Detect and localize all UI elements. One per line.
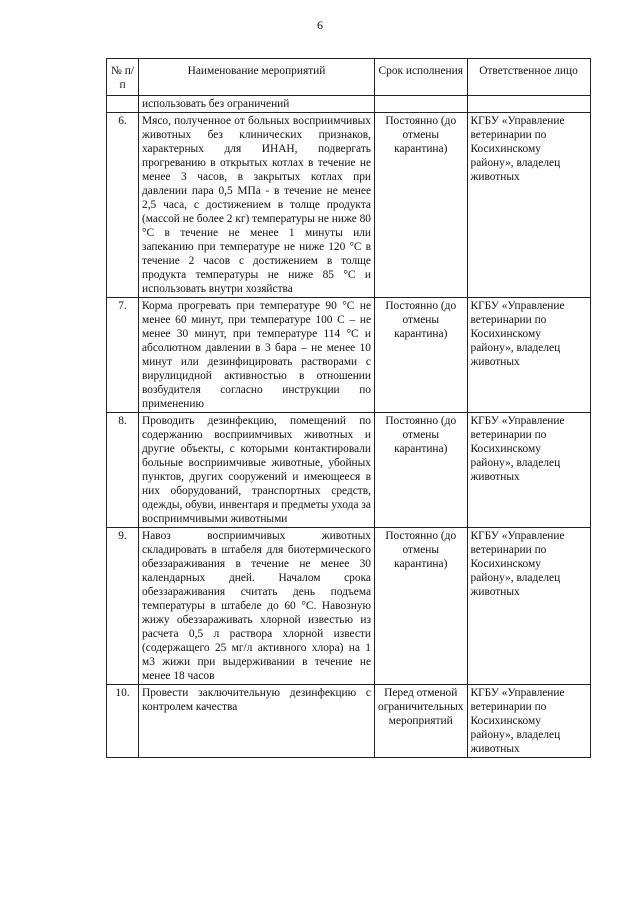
cell-responsible: КГБУ «Управление ветеринарии по Косихинскому району», владелец животных xyxy=(467,298,590,413)
table-row xyxy=(107,298,591,413)
cell-name: Мясо, полученное от больных восприимчивых животных без клинических признаков, характерных для ИНАН, подвергать прогреванию в открытых котлах в течение не менее 3 часов, в закрытых котлах при давлении пара 0,5 МПа - в течение не менее 2,5 часа, с достижением в толще продукта (массой не более 2 кг) температуры не ниже 80 °С в течение не менее 1 минуты или запеканию при температуре не ниже 120 °С в течение 2 часов с достижением в толще продукта температуры не ниже 85 °С и использовать внутри хозяйства xyxy=(139,113,375,298)
cell-term: Постоянно (до отмены карантина) xyxy=(375,413,468,528)
cell-num xyxy=(107,96,139,113)
cell-name: Проводить дезинфекцию, помещений по содержанию восприимчивых животных и другие объекты, с которыми контактировали больные восприимчивые животные, убойных пунктов, других сооружений и имеющееся в них оборудований, транспортных средств, одежды, обуви, инвентаря и предметы ухода за восприимчивыми животными xyxy=(139,413,375,528)
cell-num: 6. xyxy=(107,113,139,298)
cell-responsible: КГБУ «Управление ветеринарии по Косихинскому району», владелец животных xyxy=(467,413,590,528)
cell-num: 8. xyxy=(107,413,139,528)
table-row xyxy=(107,113,591,298)
cell-responsible: КГБУ «Управление ветеринарии по Косихинскому району», владелец животных xyxy=(467,685,590,758)
cell-num: 9. xyxy=(107,528,139,685)
header-responsible: Ответственное лицо xyxy=(467,59,590,96)
table-row xyxy=(107,685,591,758)
cell-term: Постоянно (до отмены карантина) xyxy=(375,528,468,685)
continuation-row xyxy=(107,96,591,113)
cell-name: Провести заключительную дезинфекцию с контролем качества xyxy=(139,685,375,758)
cell-responsible: КГБУ «Управление ветеринарии по Косихинскому району», владелец животных xyxy=(467,113,590,298)
cell-term: Постоянно (до отмены карантина) xyxy=(375,298,468,413)
cell-num: 10. xyxy=(107,685,139,758)
header-name: Наименование мероприятий xyxy=(139,59,375,96)
cell-term: Перед отменой ограничительных мероприятий xyxy=(375,685,468,758)
cell-term xyxy=(375,96,468,113)
header-term: Срок исполнения xyxy=(375,59,468,96)
cell-term: Постоянно (до отмены карантина) xyxy=(375,113,468,298)
table-header-row xyxy=(107,59,591,96)
cell-responsible: КГБУ «Управление ветеринарии по Косихинскому району», владелец животных xyxy=(467,528,590,685)
continuation-text: использовать без ограничений xyxy=(139,96,375,113)
cell-responsible xyxy=(467,96,590,113)
table-row xyxy=(107,413,591,528)
cell-num: 7. xyxy=(107,298,139,413)
measures-table xyxy=(106,58,591,758)
page-number: 6 xyxy=(317,18,323,32)
cell-name: Навоз восприимчивых животных складировать в штабеля для биотермического обеззараживания в течение не менее 30 календарных дней. Началом срока обеззараживания считать день подъема температуры в штабеле до 60 °С. Навозную жижу обеззараживать хлорной известью из расчета 0,5 л раствора хлорной извести (содержащего 25 мг/л активного хлора) на 1 м3 жижи при выдерживании в течение не менее 18 часов xyxy=(139,528,375,685)
cell-name: Корма прогревать при температуре 90 °С не менее 60 минут, при температуре 100 С – не менее 30 минут, при температуре 114 °С и абсолютном давлении в 3 бара – не менее 10 минут или дезинфицировать растворами с вирулицидной активностью в отношении возбудителя согласно инструкции по применению xyxy=(139,298,375,413)
table-row xyxy=(107,528,591,685)
header-num: № п/п xyxy=(107,59,139,96)
